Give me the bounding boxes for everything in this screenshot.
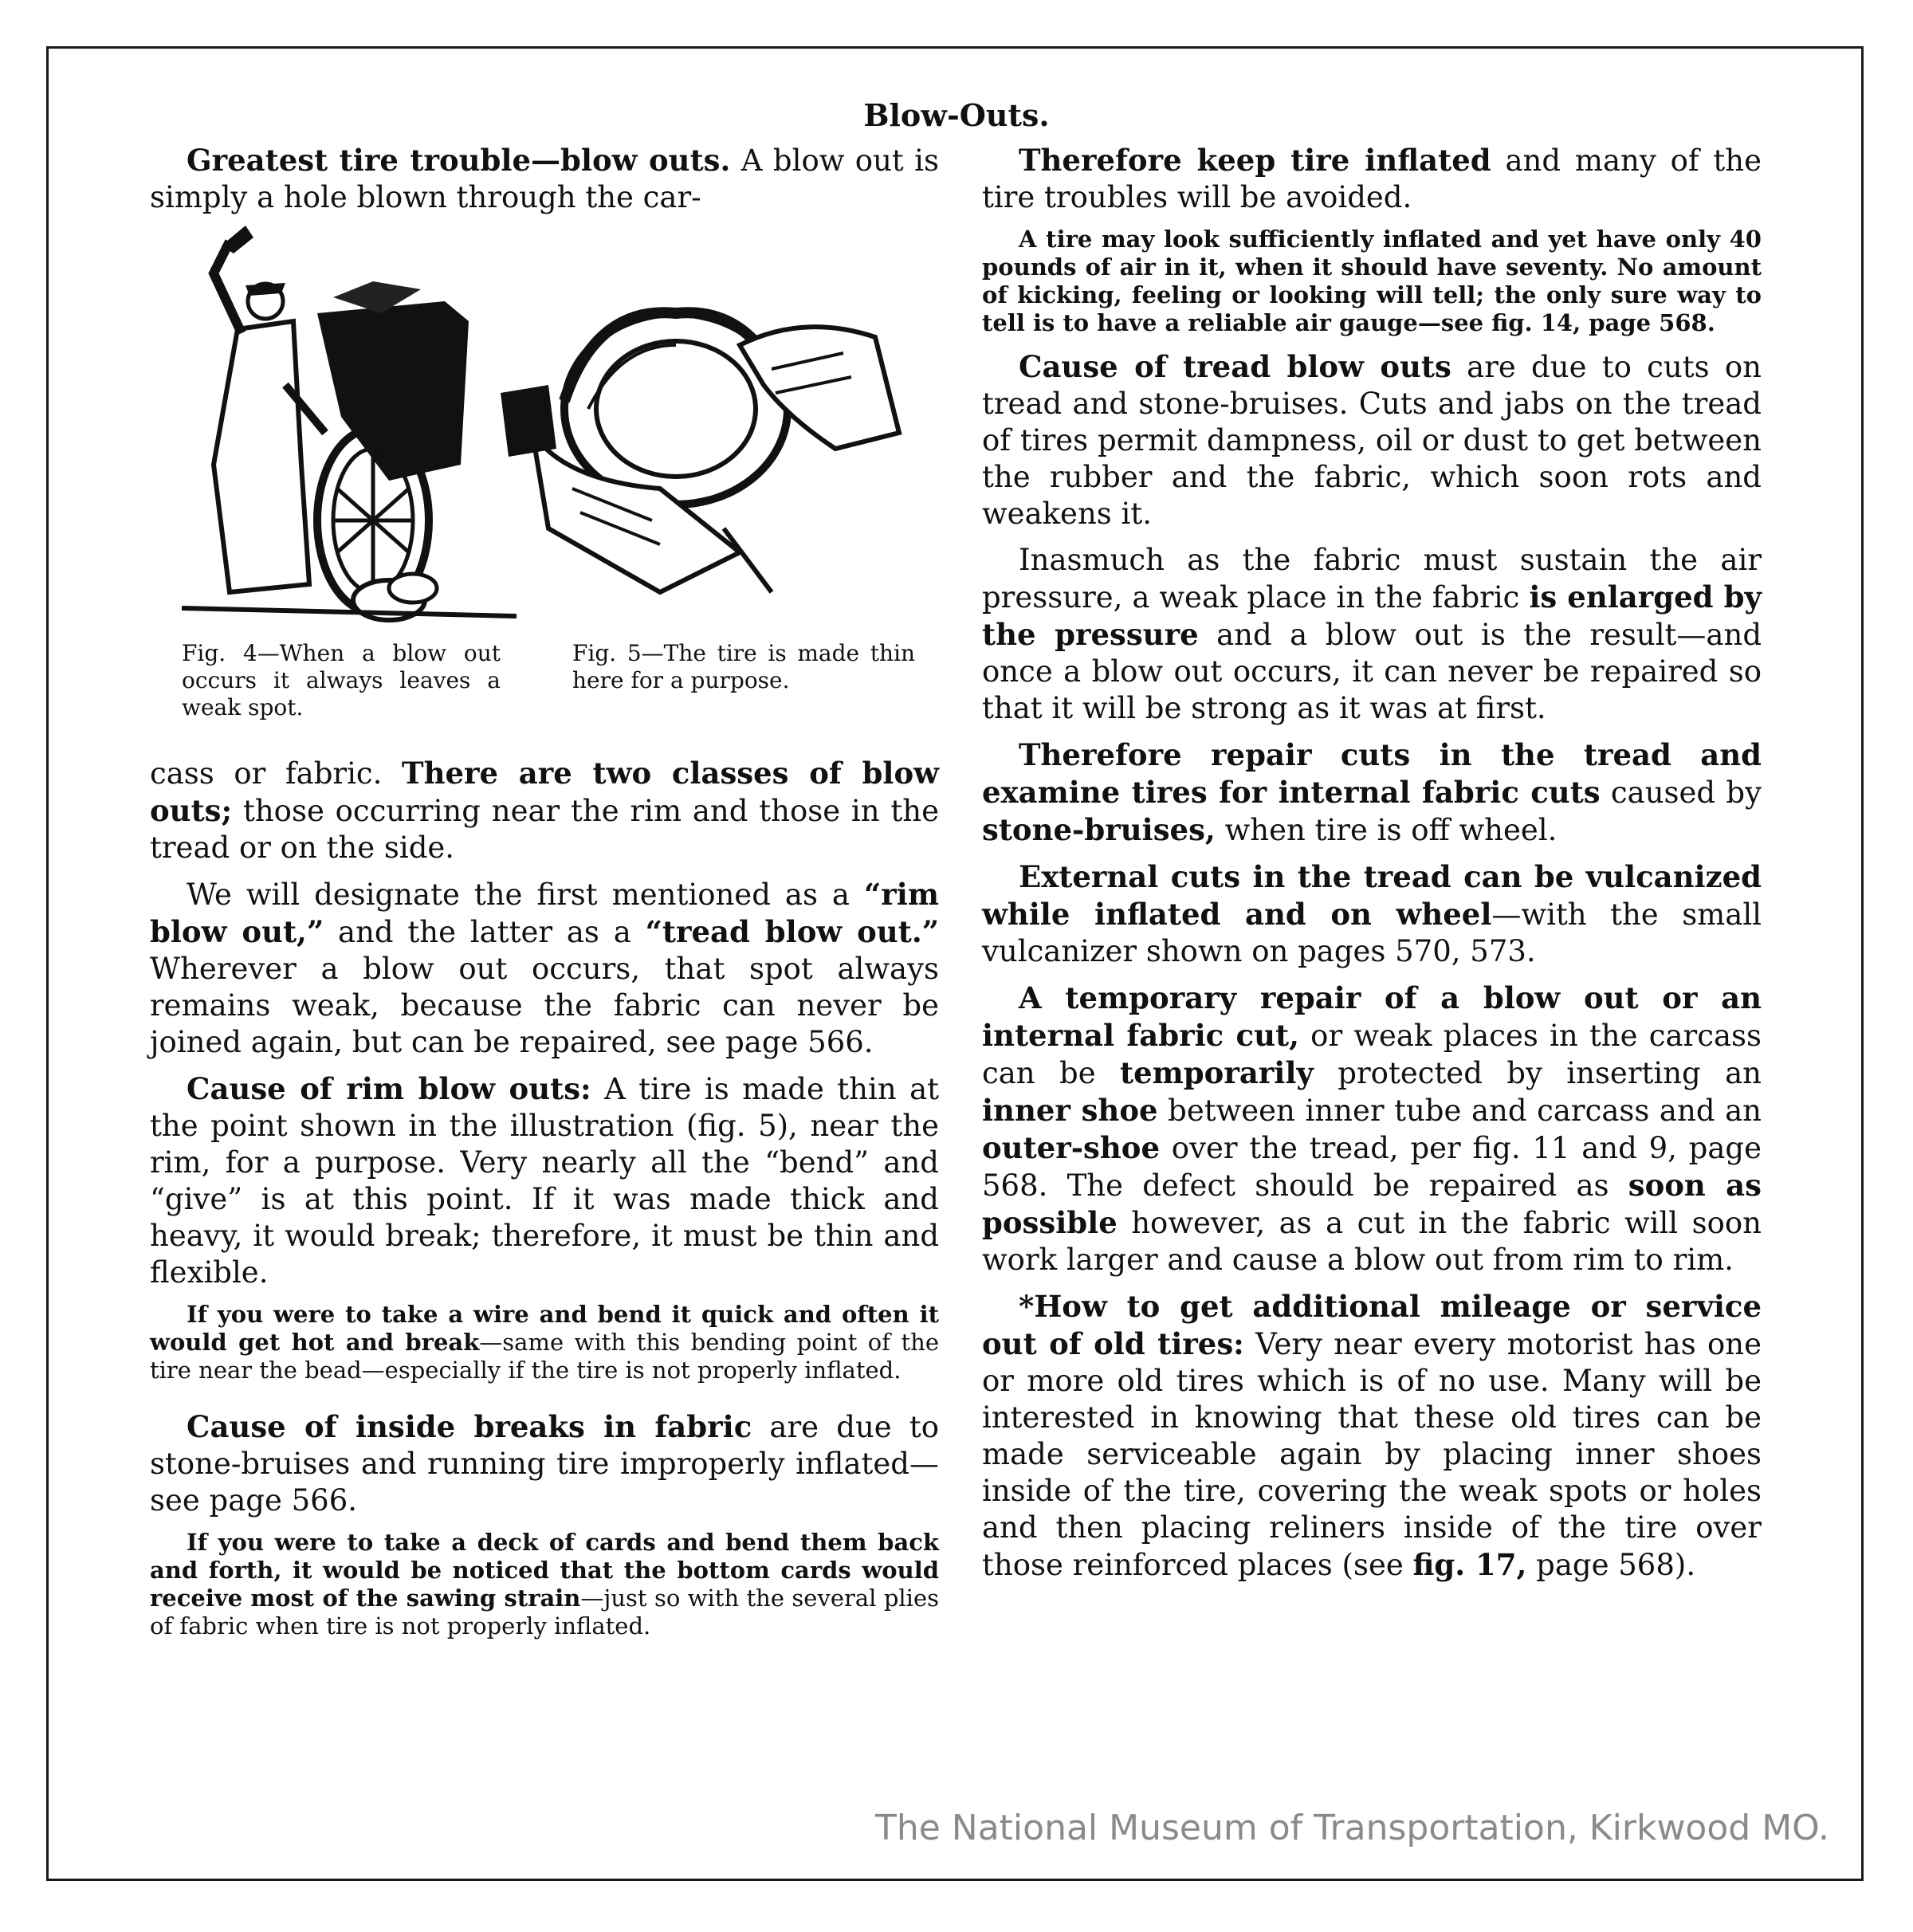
fig5-caption: Fig. 5—The tire is made thin here for a purpose. [572,640,915,693]
paragraph-cause-tread-blow-outs: Cause of tread blow outs are due to cuts on tread and stone-bruises. Cuts and jabs on the tread of tires permit dampness, oil or dust to get between the rubber and the fabric, which soon rots and weakens it. [982,349,1762,531]
paragraph-greatest-tire-trouble: Greatest tire trouble—blow outs. A blow out is simply a hole blown through the car- [150,143,939,214]
fig4-caption: Fig. 4—When a blow out occurs it always leaves a weak spot. [182,640,501,721]
right-column [982,142,1762,1593]
note-wire-bend: If you were to take a wire and bend it quick and often it would get hot and break—same with this bending point of the tire near the bead—especially if the tire is not properly inflated. [150,1301,940,1384]
paragraph-temporary-repair: A temporary repair of a blow out or an internal fabric cut, or weak places in the carcass can be temporarily protected by inserting an inner shoe between inner tube and carcass and an outer-shoe over the tread, per fig. 11 and 9, page 568. The defect should be repaired as soon as possible however, as a cut in the fabric will soon work larger and cause a blow out from rim to rim. [982,980,1762,1277]
note-deck-of-cards: If you were to take a deck of cards and bend them back and forth, it would be noticed that the bottom cards would receive most of the sawing strain—just so with the several plies of fabric when tire is not properly inflated. [150,1529,939,1639]
left-column [150,142,939,1651]
note-air-gauge: A tire may look sufficiently inflated and yet have only 40 pounds of air in it, when it should have seventy. No amount of kicking, feeling or looking will tell; the only sure way to tell is to have a reliable air gauge—see fig. 14, page 568. [982,226,1762,336]
paragraph-two-classes: cass or fabric. There are two classes of blow outs; those occurring near the rim and those in the tread or on the side. [150,756,940,865]
paragraph-external-cuts: External cuts in the tread can be vulcanized while inflated and on wheel—with the small vulcanizer shown on pages 570, 573. [982,859,1762,968]
fig5-illustration [501,289,915,608]
paragraph-repair-cuts: Therefore repair cuts in the tread and examine tires for internal fabric cuts caused by stone-bruises, when tire is off wheel. [982,737,1762,847]
museum-watermark: The National Museum of Transportation, Kirkwood MO. [874,1808,1829,1848]
paragraph-cause-rim-blow-outs: Cause of rim blow outs: A tire is made thin at the point shown in the illustration (fig. 5), near the rim, for a purpose. Very nearly all the “bend” and “give” is at this point. If it was made thick and heavy, it would break; therefore, it must be thin and flexible. [150,1071,939,1290]
paragraph-additional-mileage: *How to get additional mileage or service out of old tires: Very near every motorist has one or more old tires which is of no use. Many will be interested in knowing that these old tires can be made serviceable again by placing inner shoes inside of the tire, covering the weak spots or holes and then placing reliners inside of the tire over those reinforced places (see fig. 17, page 568). [982,1289,1762,1582]
paragraph-keep-inflated: Therefore keep tire inflated and many of the tire troubles will be avoided. [982,143,1762,214]
paragraph-inside-breaks: Cause of inside breaks in fabric are due to stone-bruises and running tire improperly inflated—see page 566. [150,1409,939,1518]
paragraph-inasmuch: Inasmuch as the fabric must sustain the air pressure, a weak place in the fabric is enlarged by the pressure and a blow out is the result—and once a blow out occurs, it can never be repaired so that it will be strong as it was at first. [982,543,1762,725]
page-title: Blow-Outs. [863,97,1050,133]
paragraph-designate: We will designate the first mentioned as a “rim blow out,” and the latter as a “tread blow out.” Wherever a blow out occurs, that spot always remains weak, because the fabric can never be joined again, but can be repaired, see page 566. [150,877,940,1059]
fig4-illustration [182,226,517,624]
figure-group [150,226,939,744]
